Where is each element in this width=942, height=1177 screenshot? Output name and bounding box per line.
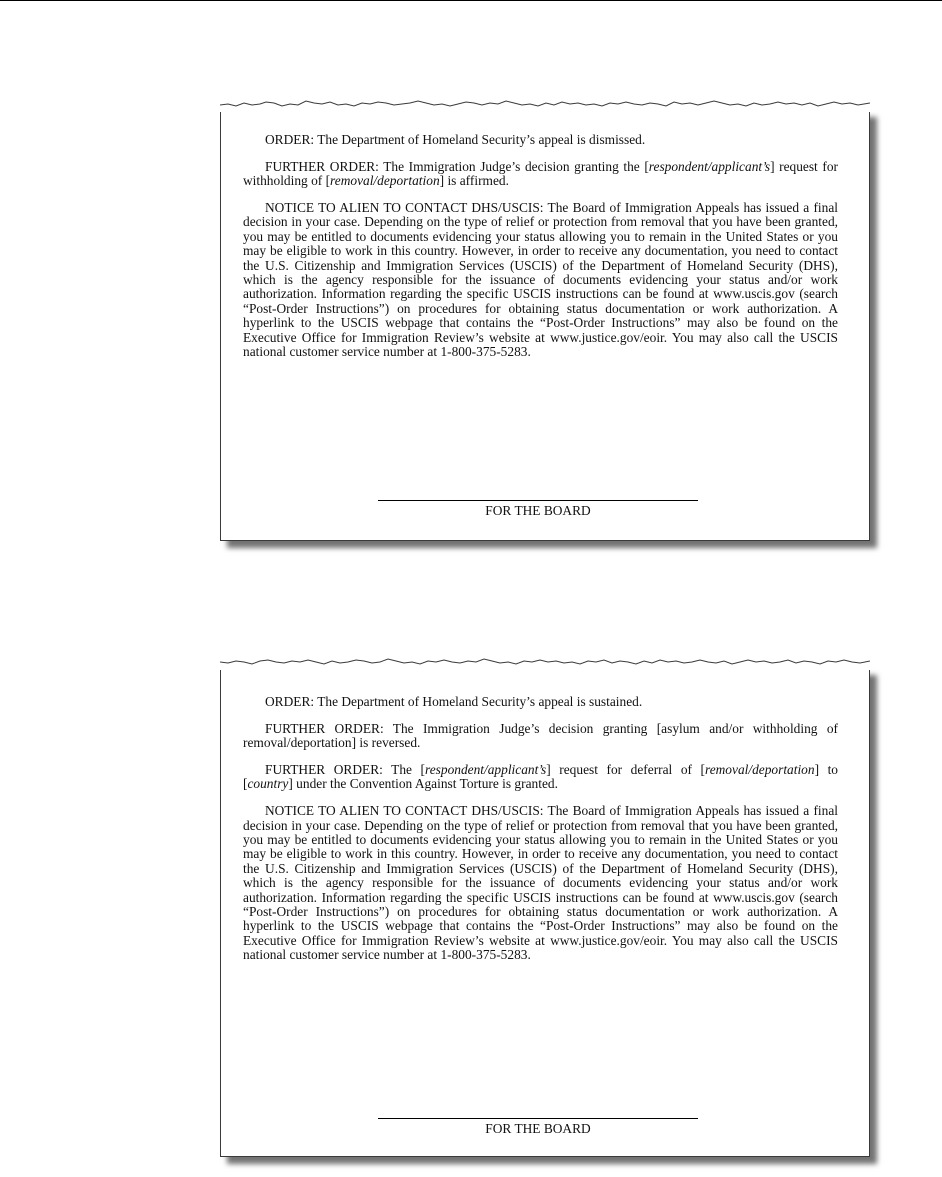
top-rule <box>0 0 942 1</box>
order-excerpt-dismissed <box>220 110 870 541</box>
further-order-text-tail: ] is affirmed. <box>439 173 509 189</box>
further-order-text: FURTHER ORDER: The [ <box>265 762 425 777</box>
further-order-text-middle-2: ] to [ <box>243 762 839 792</box>
further-order-text-middle: ] request for withholding of [ <box>243 158 838 189</box>
further-order-italic-party: respondent/applicant’s <box>648 158 771 174</box>
further-order-italic-party: respondent/applicant’s <box>425 762 547 777</box>
notice-paragraph: NOTICE TO ALIEN TO CONTACT DHS/USCIS: The Board of Immigration Appeals has issued a final decision in your case. Depending on the type of relief or protection from removal that you have been granted, you may be entitled to documents evidencing your status allowing you to remain in the United States or you may be eligible to work in this country. However, in order to receive any documentation, you need to contact the U.S. Citizenship and Immigration Services (USCIS) of the Department of Homeland Security (DHS), which is the agency responsible for the issuance of documents evidencing your status and/or work authorization. Information regarding the specific USCIS instructions can be found at www.uscis.gov (search “Post-Order Instructions”) on procedures for obtaining status documentation or work authorization. A hyperlink to the USCIS webpage that contains the “Post-Order Instructions” may also be found on the Executive Office for Immigration Review’s website at www.justice.gov/eoir. You may also call the USCIS national customer service number at 1-800-375-5283. <box>243 803 838 963</box>
further-order-text: FURTHER ORDER: The Immigration Judge’s decision granting the [ <box>265 158 649 174</box>
torn-edge <box>220 656 870 670</box>
excerpt-body <box>243 133 838 359</box>
notice-paragraph: NOTICE TO ALIEN TO CONTACT DHS/USCIS: The Board of Immigration Appeals has issued a final decision in your case. Depending on the type of relief or protection from removal that you have been granted, you may be entitled to documents evidencing your status allowing you to remain in the United States or you may be eligible to work in this country. However, in order to receive any documentation, you need to contact the U.S. Citizenship and Immigration Services (USCIS) of the Department of Homeland Security (DHS), which is the agency responsible for the issuance of documents evidencing your status and/or work authorization. Information regarding the specific USCIS instructions can be found at www.uscis.gov (search “Post-Order Instructions”) on procedures for obtaining status documentation or work authorization. A hyperlink to the USCIS webpage that contains the “Post-Order Instructions” may also be found on the Executive Office for Immigration Review’s website at www.justice.gov/eoir. You may also call the USCIS national customer service number at 1-800-375-5283. <box>243 200 838 360</box>
further-order-text-middle: ] request for deferral of [ <box>546 762 705 777</box>
torn-edge <box>220 98 870 112</box>
further-order-paragraph-1: FURTHER ORDER: The Immigration Judge’s decision granting [asylum and/or withholding of removal/deportation] is reversed. <box>243 720 838 751</box>
signature-label: FOR THE BOARD <box>485 1121 591 1136</box>
further-order-paragraph <box>243 160 838 189</box>
signature-block <box>378 1118 698 1136</box>
signature-block <box>378 500 698 518</box>
further-order-paragraph-2 <box>243 763 838 792</box>
further-order-italic-removal: removal/deportation <box>330 173 440 189</box>
order-paragraph: ORDER: The Department of Homeland Security’s appeal is dismissed. <box>265 132 646 147</box>
signature-line <box>378 1118 698 1119</box>
further-order-text-tail: ] under the Convention Against Torture is granted. <box>288 776 558 792</box>
further-order-italic-country: country <box>247 776 289 792</box>
excerpt-body <box>243 695 838 963</box>
signature-line <box>378 500 698 501</box>
order-paragraph: ORDER: The Department of Homeland Security’s appeal is sustained. <box>265 694 643 709</box>
signature-label: FOR THE BOARD <box>485 503 591 518</box>
order-excerpt-sustained <box>220 668 870 1157</box>
further-order-italic-removal: removal/deportation <box>704 762 815 777</box>
